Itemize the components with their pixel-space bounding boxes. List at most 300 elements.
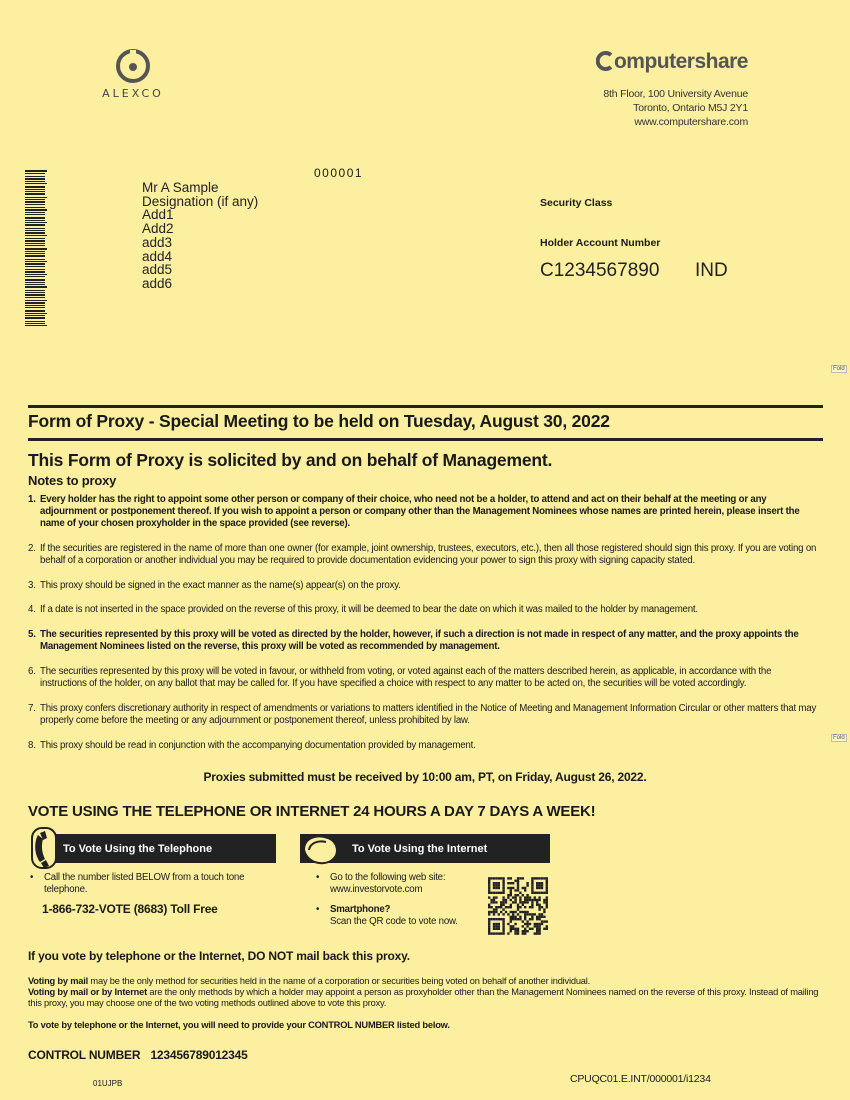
qr-module [490, 906, 492, 908]
qr-module [498, 913, 500, 915]
qr-module [517, 882, 519, 884]
qr-module [510, 911, 512, 913]
note-number: 5. [28, 629, 36, 640]
qr-module [531, 877, 533, 879]
barcode-bar [25, 238, 45, 239]
qr-module [512, 925, 514, 927]
barcode-bar [25, 315, 45, 316]
qr-module [519, 918, 521, 920]
qr-module [500, 932, 502, 934]
qr-module [498, 882, 500, 884]
qr-module [519, 896, 521, 898]
qr-module [546, 899, 548, 901]
divider [28, 405, 823, 408]
qr-module [517, 889, 519, 891]
qr-module [543, 901, 545, 903]
qr-module [524, 896, 526, 898]
qr-module [495, 911, 497, 913]
qr-module [522, 911, 524, 913]
barcode-bar [25, 274, 47, 275]
qr-module [502, 880, 504, 882]
qr-module [507, 923, 509, 925]
barcode-bar [25, 313, 47, 314]
qr-module [531, 887, 533, 889]
qr-module [514, 880, 516, 882]
address-line: add6 [142, 275, 173, 291]
note-text: The securities represented by this proxy will be voted as directed by the holder, however, if such a direction is not made in respect of any matter, and the proxy appoints the Management Nominees listed on the reverse, this proxy will be voted as recommended by management. [40, 629, 799, 653]
qr-module [538, 904, 540, 906]
qr-module [488, 925, 490, 927]
qr-module [493, 882, 495, 884]
qr-module [502, 904, 504, 906]
barcode-bar [25, 232, 45, 234]
qr-module [531, 906, 533, 908]
qr-module [538, 908, 540, 910]
barcode-bar [25, 197, 47, 198]
qr-module [514, 928, 516, 930]
address-line: add3 [142, 234, 173, 250]
qr-module [543, 920, 545, 922]
telephone-instruction-text: Call the number listed BELOW from a touch tone telephone. [44, 872, 245, 896]
qr-module [510, 906, 512, 908]
qr-module [514, 899, 516, 901]
barcode-bar [25, 305, 45, 306]
issuer-logo [88, 48, 178, 100]
qr-module [500, 906, 502, 908]
qr-module [538, 899, 540, 901]
qr-module [529, 896, 531, 898]
barcode-bar [25, 191, 45, 192]
mail-voting-lead: Voting by mail [28, 976, 89, 986]
qr-module [522, 904, 524, 906]
qr-module [502, 899, 504, 901]
qr-module [546, 928, 548, 930]
qr-module [546, 892, 548, 894]
barcode-bar [25, 230, 45, 231]
qr-module [534, 877, 536, 879]
qr-module [488, 911, 490, 913]
qr-module [524, 899, 526, 901]
qr-module [536, 892, 538, 894]
barcode-bar [25, 176, 45, 177]
qr-module [498, 887, 500, 889]
no-mail-warning: If you vote by telephone or the Internet, DO NOT mail back this proxy. [28, 949, 410, 963]
qr-module [543, 908, 545, 910]
qr-module [531, 880, 533, 882]
qr-module [519, 892, 521, 894]
qr-module [526, 884, 528, 886]
qr-module [512, 901, 514, 903]
barcode-bar [25, 317, 45, 319]
barcode-bar [25, 212, 45, 213]
qr-module [519, 901, 521, 903]
smartphone-label: Smartphone? [330, 904, 391, 915]
qr-module [536, 923, 538, 925]
qr-module [546, 906, 548, 908]
qr-module [531, 884, 533, 886]
telephone-bar-label: To Vote Using the Telephone [63, 843, 213, 855]
qr-module [538, 877, 540, 879]
mail-voting-line-1 [28, 976, 828, 987]
qr-module [495, 923, 497, 925]
address-line: Add2 [142, 221, 174, 237]
qr-module [534, 913, 536, 915]
qr-module [536, 899, 538, 901]
qr-module [541, 920, 543, 922]
qr-module [524, 913, 526, 915]
qr-module [495, 932, 497, 934]
qr-module [510, 930, 512, 932]
qr-module [510, 899, 512, 901]
qr-module [488, 904, 490, 906]
qr-module [534, 896, 536, 898]
qr-module [502, 923, 504, 925]
qr-module [522, 930, 524, 932]
telephone-handset-icon [28, 826, 62, 870]
qr-module [517, 880, 519, 882]
control-number-label: CONTROL NUMBER [28, 1048, 141, 1062]
qr-module [502, 932, 504, 934]
barcode-bar [25, 263, 45, 265]
qr-module [500, 877, 502, 879]
qr-module [488, 892, 490, 894]
qr-module [490, 901, 492, 903]
note-number: 6. [28, 666, 36, 677]
qr-module [512, 911, 514, 913]
qr-module [514, 930, 516, 932]
barcode-bar [25, 207, 45, 208]
barcode-bar [25, 240, 45, 242]
qr-module [517, 928, 519, 930]
qr-module [531, 928, 533, 930]
qr-module [495, 908, 497, 910]
computershare-logo [596, 50, 748, 74]
qr-module [529, 913, 531, 915]
form-code-right: CPUQC01.E.INT/000001/i1234 [570, 1073, 711, 1085]
qr-module [531, 918, 533, 920]
qr-module [510, 928, 512, 930]
qr-module [510, 889, 512, 891]
internet-instruction-text[interactable]: Go to the following web site: www.investorvote.com [330, 872, 446, 896]
qr-module [522, 887, 524, 889]
qr-module [517, 894, 519, 896]
barcode-bar [25, 321, 45, 322]
barcode-bar [25, 235, 47, 236]
qr-module [526, 923, 528, 925]
qr-module [490, 911, 492, 913]
qr-module [490, 899, 492, 901]
qr-module [495, 901, 497, 903]
qr-module [514, 896, 516, 898]
mail-voting-paragraph [28, 976, 828, 1010]
qr-module [488, 889, 490, 891]
barcode-bar [25, 173, 45, 174]
qr-module [502, 896, 504, 898]
smartphone-text: Scan the QR code to vote now. [330, 916, 458, 928]
barcode-bar [25, 170, 47, 172]
qr-module [519, 899, 521, 901]
qr-module [526, 925, 528, 927]
qr-module [543, 877, 545, 879]
submission-deadline: Proxies submitted must be received by 10:00 am, PT, on Friday, August 26, 2022. [203, 770, 647, 784]
qr-module [493, 896, 495, 898]
qr-module [493, 925, 495, 927]
qr-module [517, 930, 519, 932]
barcode-bar [25, 302, 45, 304]
barcode-bar [25, 261, 47, 262]
qr-module [543, 899, 545, 901]
qr-module [529, 899, 531, 901]
qr-module [493, 892, 495, 894]
qr-module [488, 932, 490, 934]
qr-module [531, 916, 533, 918]
qr-module [524, 889, 526, 891]
qr-module [526, 920, 528, 922]
note-item [28, 604, 820, 616]
qr-module [536, 918, 538, 920]
qr-module [543, 928, 545, 930]
qr-module [536, 884, 538, 886]
qr-module [495, 892, 497, 894]
qr-module [505, 906, 507, 908]
control-number-block [28, 1048, 248, 1062]
qr-module [524, 906, 526, 908]
barcode-bar [25, 199, 45, 200]
barcode-bar [25, 279, 45, 281]
qr-module [526, 899, 528, 901]
form-code-left: 01UJPB [93, 1079, 123, 1088]
qr-module [546, 877, 548, 879]
qr-module [538, 913, 540, 915]
qr-module [498, 892, 500, 894]
qr-module [500, 911, 502, 913]
qr-module [514, 923, 516, 925]
barcode-bar [25, 228, 45, 229]
note-number: 1. [28, 494, 36, 505]
barcode-bar [25, 310, 45, 312]
qr-module [541, 923, 543, 925]
qr-module [507, 887, 509, 889]
qr-module [517, 884, 519, 886]
qr-module [495, 877, 497, 879]
qr-module [529, 923, 531, 925]
computer-mouse-icon [300, 830, 348, 870]
qr-module [488, 877, 490, 879]
qr-module [507, 882, 509, 884]
holder-account-number: C1234567890 [540, 260, 660, 281]
qr-module [507, 896, 509, 898]
qr-module [526, 913, 528, 915]
barcode-bar [25, 325, 47, 326]
note-text: The securities represented by this proxy will be voted in favour, or withheld from voting, or voted against each of the matters described herein, as applicable, in accordance with the instructions of the holder, on any ballot that may be called for. If you have specified a choice with respect to any matter to be acted on, the securities will be voted accordingly. [40, 666, 772, 690]
qr-module [526, 911, 528, 913]
note-text: This proxy should be signed in the exact manner as the name(s) appear(s) on the proxy. [40, 580, 401, 591]
postal-barcode [25, 170, 47, 326]
barcode-bar [25, 183, 47, 184]
qr-module [514, 889, 516, 891]
qr-module [538, 892, 540, 894]
note-item [28, 666, 820, 690]
barcode-bar [25, 266, 45, 267]
qr-module [524, 923, 526, 925]
qr-module [512, 918, 514, 920]
qr-module [514, 918, 516, 920]
qr-module [512, 882, 514, 884]
barcode-bar [25, 220, 45, 221]
qr-module [495, 884, 497, 886]
note-text: This proxy confers discretionary authority in respect of amendments or variations to matters identified in the Notice of Meeting and Management Information Circular or other matters that may properly come before the meeting or any adjournment or postponement thereof, unless prohibited by law. [40, 703, 817, 727]
address-line: add4 [142, 248, 173, 264]
qr-module [502, 901, 504, 903]
mailing-address [142, 181, 258, 291]
qr-module [500, 918, 502, 920]
barcode-bar [25, 214, 45, 215]
qr-module [507, 906, 509, 908]
qr-module [502, 925, 504, 927]
qr-module [517, 918, 519, 920]
qr-module [517, 904, 519, 906]
qr-module [512, 913, 514, 915]
agent-address-line: Toronto, Ontario M5J 2Y1 [633, 102, 748, 114]
qr-module [546, 920, 548, 922]
qr-module [546, 889, 548, 891]
qr-module [543, 892, 545, 894]
qr-module [498, 932, 500, 934]
qr-module [536, 877, 538, 879]
qr-module [490, 932, 492, 934]
qr-module [500, 904, 502, 906]
qr-module [536, 925, 538, 927]
qr-module [495, 906, 497, 908]
telephone-number[interactable]: 1-866-732-VOTE (8683) Toll Free [42, 902, 218, 916]
qr-module [505, 911, 507, 913]
qr-module [514, 894, 516, 896]
qr-code[interactable] [488, 877, 548, 935]
qr-module [522, 894, 524, 896]
qr-module [488, 896, 490, 898]
qr-module [502, 918, 504, 920]
qr-module [536, 882, 538, 884]
control-number: 123456789012345 [150, 1048, 248, 1062]
qr-module [517, 906, 519, 908]
divider [28, 438, 823, 441]
account-type: IND [695, 260, 728, 281]
qr-module [543, 916, 545, 918]
qr-module [493, 877, 495, 879]
barcode-bar [25, 204, 45, 205]
qr-module [510, 925, 512, 927]
smartphone-instruction: • Smartphone? Scan the QR code to vote now. [316, 904, 486, 928]
qr-module [531, 913, 533, 915]
qr-module [531, 901, 533, 903]
agent-address [603, 87, 748, 129]
qr-module [526, 894, 528, 896]
barcode-bar [25, 245, 45, 246]
computershare-c-icon [596, 51, 614, 71]
qr-module [493, 901, 495, 903]
qr-module [526, 882, 528, 884]
qr-module [493, 918, 495, 920]
qr-module [536, 930, 538, 932]
qr-module [536, 932, 538, 934]
qr-module [502, 877, 504, 879]
qr-module [526, 896, 528, 898]
qr-module [538, 887, 540, 889]
address-line: Add1 [142, 207, 174, 223]
barcode-bar [25, 248, 47, 250]
qr-module [524, 932, 526, 934]
qr-module [538, 884, 540, 886]
qr-module [502, 908, 504, 910]
qr-module [493, 887, 495, 889]
qr-module [502, 928, 504, 930]
qr-module [488, 882, 490, 884]
qr-module [534, 899, 536, 901]
qr-module [534, 923, 536, 925]
barcode-bar [25, 189, 45, 190]
qr-module [538, 896, 540, 898]
qr-module [505, 901, 507, 903]
qr-module [498, 877, 500, 879]
qr-module [495, 928, 497, 930]
qr-module [522, 925, 524, 927]
qr-module [507, 894, 509, 896]
barcode-bar [25, 276, 45, 277]
qr-module [524, 928, 526, 930]
qr-module [541, 892, 543, 894]
telephone-instruction: • Call the number listed BELOW from a touch tone telephone. [30, 872, 270, 896]
qr-module [510, 887, 512, 889]
note-item [28, 703, 820, 727]
qr-module [538, 932, 540, 934]
qr-module [524, 901, 526, 903]
qr-module [498, 918, 500, 920]
qr-module [519, 911, 521, 913]
form-title: Form of Proxy - Special Meeting to be held on Tuesday, August 30, 2022 [28, 411, 610, 431]
barcode-bar [25, 181, 45, 182]
qr-module [546, 925, 548, 927]
mail-internet-text: are the only methods by which a holder may appoint a person as proxyholder other than the Management Nominees named on the reverse of this proxy. Instead of mailing this proxy, you may choose one of the two voting methods outlined above to vote this proxy. [28, 987, 819, 1009]
control-number-note: To vote by telephone or the Internet, you will need to provide your CONTROL NUMBER listed below. [28, 1020, 450, 1030]
note-number: 4. [28, 604, 36, 615]
qr-module [522, 920, 524, 922]
qr-module [488, 923, 490, 925]
qr-module [541, 913, 543, 915]
qr-module [531, 882, 533, 884]
barcode-bar [25, 292, 45, 293]
qr-module [510, 916, 512, 918]
qr-module [495, 918, 497, 920]
note-text: Every holder has the right to appoint some other person or company of their choice, who need not be a holder, to attend and act on their behalf at the meeting or any adjournment or postponement thereof. If you wish to appoint a person or company other than the Management Nominees whose names are printed herein, please insert the name of your chosen proxyholder in the space provided (see reverse). [40, 494, 800, 530]
qr-module [541, 884, 543, 886]
barcode-bar [25, 259, 45, 260]
qr-module [493, 913, 495, 915]
qr-module [488, 880, 490, 882]
qr-module [493, 899, 495, 901]
mail-internet-lead: Voting by mail or by Internet [28, 987, 148, 998]
qr-module [488, 887, 490, 889]
barcode-bar [25, 286, 47, 288]
barcode-bar [25, 284, 45, 285]
qr-module [510, 904, 512, 906]
qr-module [517, 877, 519, 879]
barcode-bar [25, 224, 45, 226]
barcode-bar [25, 217, 45, 219]
qr-module [529, 906, 531, 908]
qr-module [536, 901, 538, 903]
qr-module [517, 908, 519, 910]
note-item [28, 494, 820, 531]
